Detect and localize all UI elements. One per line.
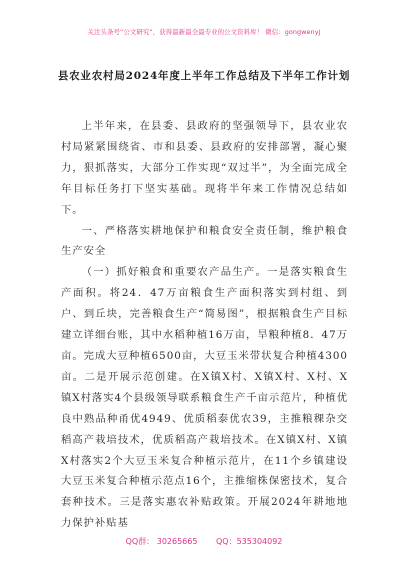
paragraph-grain-production: （一）抓好粮食和重要农产品生产。一是落实粮食生产面积。将24．47万亩粮食生产面积落实到村组、到户、到丘块，完善粮食生产“简易图”，根据粮食生产目标建立详细台账，其中水稻种植16万亩，旱粮种植8．47万亩。完成大豆种植6500亩，大豆玉米带状复合种植4300亩。二是开展示范创建。在X镇X村、X镇X村、X村、X镇X村落实4个县级领导联系粮食生产千亩示范片，种植优良中熟品种甬优4949、优质稻泰优农39，主推粮稞杂交稻高产栽培技术，优质稻高产栽培技术。在X镇X村、X镇X村落实2个大豆玉米复合种植示范片，在11个乡镇建设大豆玉米复合种植示范点16个，主推缩株保密技术，复合套种技术。三是落实惠农补贴政策。开展2024年耕地地力保护补贴基 [61, 266, 349, 530]
header-banner: 关注头条号“公文研究”，获得最新最全最专业的公文资料库！ 微信：gongwenyj [87, 28, 321, 36]
footer-qq: QQ：535304092 [216, 537, 283, 546]
paragraph-section-heading: 一、严格落实耕地保护和粮食安全责任制，维护粮食生产安全 [61, 224, 348, 258]
document-title: 县农业农村局2024年度上半年工作总结及下半年工作计划 [57, 70, 351, 82]
document-body [61, 116, 348, 534]
footer-qq-group: QQ群： 30265665 [125, 537, 198, 546]
footer-contact [0, 536, 408, 547]
paragraph-intro: 上半年来，在县委、县政府的坚强领导下，县农业农村局紧紧围绕省、市和县委、县政府的安排部署，凝心聚力，狠抓落实，大部分工作实现“双过半”，为全面完成全年目标任务打下坚实基础。现将半年来工作情况总结如下。 [61, 120, 348, 216]
